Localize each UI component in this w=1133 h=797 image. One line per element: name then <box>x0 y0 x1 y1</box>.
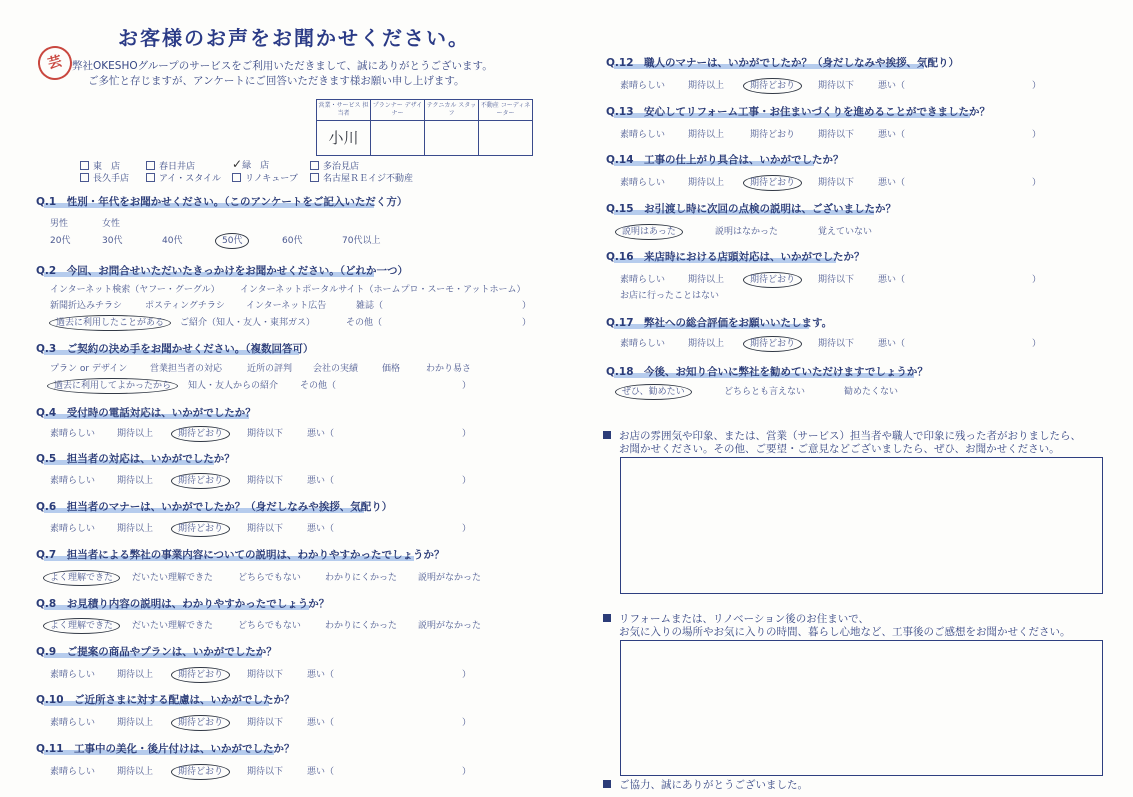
q14-option[interactable]: 悪い（ <box>878 178 906 188</box>
q14-option[interactable]: 期待以下 <box>818 178 855 188</box>
q18-option[interactable]: 勧めたくない <box>844 387 899 397</box>
q3-option[interactable]: 知人・友人からの紹介 <box>188 381 279 391</box>
q1-option[interactable]: 30代 <box>102 236 123 246</box>
q5-option[interactable]: 素晴らしい <box>50 476 96 486</box>
checkbox-icon <box>80 173 89 182</box>
q2-option[interactable]: ポスティングチラシ <box>145 301 225 311</box>
question-4: Q.4 受付時の電話対応は、いかがでしたか？ <box>36 407 256 419</box>
q17-option[interactable]: 期待以上 <box>688 339 725 349</box>
q17-option[interactable]: 悪い（ <box>878 339 906 349</box>
q1-option-selected[interactable]: 50代 <box>222 233 242 246</box>
q17-option[interactable]: 期待以下 <box>818 339 855 349</box>
comment-2-prompt-2: お気に入りの場所やお気に入りの時間、暮らし心地など、工事後のご感想をお聞かせください。 <box>619 626 1071 638</box>
staff-header-technical: テクニカル スタッフ <box>425 100 479 121</box>
q16-option[interactable]: 素晴らしい <box>620 275 666 285</box>
checkbox-icon <box>80 161 89 170</box>
comment-1-prompt: お店の雰囲気や印象、または、営業（サービス）担当者や職人で印象に残った者がおりましたら、 <box>603 429 1081 444</box>
q3-option[interactable]: 近所の評判 <box>247 364 293 374</box>
q8-option[interactable]: 説明がなかった <box>418 621 482 631</box>
q13-option[interactable]: 素晴らしい <box>620 130 666 140</box>
question-18: Q.18 今後、お知り合いに弊社を勧めていただけますでしょうか？ <box>606 366 928 378</box>
q4-option[interactable]: 期待以上 <box>117 429 154 439</box>
q7-option[interactable]: 説明がなかった <box>418 573 482 583</box>
q2-option[interactable]: 雑誌（ <box>356 301 384 311</box>
q11-option[interactable]: 期待以下 <box>247 767 284 777</box>
comment-2-prompt: リフォームまたは、リノベーション後のお住まいで、 <box>603 612 869 627</box>
q6-option[interactable]: 悪い（ <box>307 524 335 534</box>
q3-paren-close: ） <box>462 381 472 391</box>
checkbox-icon <box>146 161 155 170</box>
intro-line-1: 弊社OKESHOグループのサービスをご利用いただきまして、誠にありがとうございます。 <box>72 60 493 72</box>
q6-paren-close: ） <box>462 524 472 534</box>
q15-option-selected[interactable]: 説明はあった <box>622 224 676 237</box>
q9-option-selected[interactable]: 期待どおり <box>178 667 223 680</box>
q1-option[interactable]: 40代 <box>162 236 183 246</box>
q5-option[interactable]: 悪い（ <box>307 476 335 486</box>
store-option[interactable]: 多治見店 <box>310 159 359 172</box>
q7-option-selected[interactable]: よく理解できた <box>50 570 113 583</box>
q1-option[interactable]: 20代 <box>50 236 71 246</box>
q16-option[interactable]: 悪い（ <box>878 275 906 285</box>
q14-option[interactable]: 素晴らしい <box>620 178 666 188</box>
q4-option[interactable]: 素晴らしい <box>50 429 96 439</box>
page-title: お客様のお声をお聞かせください。 <box>118 26 470 50</box>
q6-option[interactable]: 素晴らしい <box>50 524 96 534</box>
q1-option[interactable]: 70代以上 <box>342 236 381 246</box>
q1-option[interactable]: 60代 <box>282 236 303 246</box>
q5-option[interactable]: 期待以上 <box>117 476 154 486</box>
question-14: Q.14 工事の仕上がり具合は、いかがでしたか？ <box>606 154 844 166</box>
q7-option[interactable]: だいたい理解できた <box>132 573 214 583</box>
store-option[interactable]: 春日井店 <box>146 159 195 172</box>
q10-option[interactable]: 素晴らしい <box>50 718 96 728</box>
question-11: Q.11 工事中の美化・後片付けは、いかがでしたか？ <box>36 743 295 755</box>
question-16: Q.16 来店時における店頭対応は、いかがでしたか？ <box>606 251 865 263</box>
staff-header-sales: 営業・サービス 担当者 <box>317 100 371 121</box>
store-option[interactable]: 東 店 <box>80 159 120 172</box>
q15-option[interactable]: 覚えていない <box>818 227 873 237</box>
q3-option[interactable]: 価格 <box>382 364 401 374</box>
q9-option[interactable]: 期待以上 <box>117 670 154 680</box>
q3-option-selected[interactable]: 過去に利用してよかったから <box>54 378 171 391</box>
q11-paren-close: ） <box>462 767 472 777</box>
bullet-square-icon <box>603 431 611 439</box>
q3-option[interactable]: わかり易さ <box>426 364 472 374</box>
checkbox-icon <box>232 173 241 182</box>
q10-option[interactable]: 悪い（ <box>307 718 335 728</box>
staff-value-sales[interactable]: 小川 <box>317 121 371 156</box>
q2-option[interactable]: インターネット検索（ヤフー・グーグル） <box>50 285 220 295</box>
q1-option[interactable]: 男性 <box>50 219 69 229</box>
q14-option[interactable]: 期待以上 <box>688 178 725 188</box>
question-15: Q.15 お引渡し時に次回の点検の説明は、ございましたか？ <box>606 203 897 215</box>
q17-paren-close: ） <box>1032 339 1042 349</box>
q16-option-selected[interactable]: 期待どおり <box>750 272 795 285</box>
q11-option-selected[interactable]: 期待どおり <box>178 764 223 777</box>
checkbox-icon <box>146 173 155 182</box>
q9-paren-close: ） <box>462 670 472 680</box>
q2-option-selected[interactable]: 過去に利用したことがある <box>56 315 164 328</box>
q9-option[interactable]: 悪い（ <box>307 670 335 680</box>
checkbox-icon <box>310 173 319 182</box>
q13-option[interactable]: 期待どおり <box>750 130 796 140</box>
q15-option[interactable]: 説明はなかった <box>715 227 779 237</box>
q16-paren-close: ） <box>1032 275 1042 285</box>
q12-option[interactable]: 素晴らしい <box>620 81 666 91</box>
checkmark-icon: ✓ <box>232 157 243 171</box>
q4-option-selected[interactable]: 期待どおり <box>178 426 223 439</box>
q4-option[interactable]: 期待以下 <box>247 429 284 439</box>
q3-option[interactable]: 会社の実績 <box>313 364 359 374</box>
q11-option[interactable]: 期待以上 <box>117 767 154 777</box>
q6-option[interactable]: 期待以下 <box>247 524 284 534</box>
q12-option[interactable]: 期待以上 <box>688 81 725 91</box>
q11-option[interactable]: 悪い（ <box>307 767 335 777</box>
q14-paren-close: ） <box>1032 178 1042 188</box>
q4-paren-close: ） <box>462 429 472 439</box>
question-3: Q.3 ご契約の決め手をお聞かせください。（複数回答可） <box>36 343 314 355</box>
q8-option[interactable]: だいたい理解できた <box>132 621 214 631</box>
store-option[interactable]: 長久手店 <box>80 171 129 184</box>
q12-option[interactable]: 悪い（ <box>878 81 906 91</box>
q12-option[interactable]: 期待以下 <box>818 81 855 91</box>
bullet-square-icon <box>603 614 611 622</box>
staff-header-planner: プランナー デザイナー <box>371 100 425 121</box>
staff-header-realestate: 不動産 コーディネーター <box>479 100 533 121</box>
question-13: Q.13 安心してリフォーム工事・お住まいづくりを進めることができましたか？ <box>606 106 991 118</box>
q2-paren-close: ） <box>522 318 532 328</box>
store-option[interactable]: 名古屋ＲＥイジ不動産 <box>310 171 413 184</box>
q3-option[interactable]: プラン or デザイン <box>50 364 128 374</box>
q3-option[interactable]: 営業担当者の対応 <box>150 364 223 374</box>
q18-option-selected[interactable]: ぜひ、勧めたい <box>622 384 685 397</box>
q7-option[interactable]: わかりにくかった <box>325 573 398 583</box>
q16-option[interactable]: 期待以下 <box>818 275 855 285</box>
q4-option[interactable]: 悪い（ <box>307 429 335 439</box>
q14-option-selected[interactable]: 期待どおり <box>750 175 795 188</box>
comment-1-textbox[interactable] <box>620 457 1103 594</box>
q11-option[interactable]: 素晴らしい <box>50 767 96 777</box>
q2-option[interactable]: その他（ <box>346 318 383 328</box>
store-option-checked[interactable]: ✓緑 店 <box>232 157 270 171</box>
staff-value-realestate[interactable] <box>479 121 533 156</box>
q5-paren-close: ） <box>462 476 472 486</box>
question-17: Q.17 弊社への総合評価をお願いいたします。 <box>606 317 833 329</box>
bullet-square-icon <box>603 780 611 788</box>
question-12: Q.12 職人のマナーは、いかがでしたか？（身だしなみや挨拶、気配り） <box>606 57 960 69</box>
q6-option-selected[interactable]: 期待どおり <box>178 521 223 534</box>
comment-2-textbox[interactable] <box>620 640 1103 776</box>
q1-option[interactable]: 女性 <box>102 219 121 229</box>
thanks-text: ご協力、誠にありがとうございました。 <box>603 778 808 793</box>
q2-option[interactable]: ご紹介（知人・友人・東邦ガス） <box>180 318 316 328</box>
q18-option[interactable]: どちらとも言えない <box>724 387 806 397</box>
comment-1-prompt-2: お聞かせください。その他、ご要望・ご意見などございましたら、ぜひ、お聞かせください。 <box>619 443 1060 455</box>
q2-option[interactable]: 新聞折込みチラシ <box>50 301 123 311</box>
q8-option-selected[interactable]: よく理解できた <box>50 618 113 631</box>
checkbox-icon <box>310 161 319 170</box>
company-seal: 芸 <box>34 42 76 84</box>
question-1: Q.1 性別・年代をお聞かせください。（このアンケートをご記入いただく方） <box>36 196 408 208</box>
q6-option[interactable]: 期待以上 <box>117 524 154 534</box>
question-5: Q.5 担当者の対応は、いかがでしたか？ <box>36 453 235 465</box>
q10-paren-close: ） <box>462 718 472 728</box>
staff-value-planner[interactable] <box>371 121 425 156</box>
question-9: Q.9 ご提案の商品やプランは、いかがでしたか？ <box>36 646 277 658</box>
q12-paren-close: ） <box>1032 81 1042 91</box>
q10-option-selected[interactable]: 期待どおり <box>178 715 223 728</box>
question-2: Q.2 今回、お問合せいただいたきっかけをお聞かせください。（どれか一つ） <box>36 265 408 277</box>
q13-option[interactable]: 悪い（ <box>878 130 906 140</box>
q5-option-selected[interactable]: 期待どおり <box>178 473 223 486</box>
store-option[interactable]: リノキューブ <box>232 171 298 184</box>
q2-option[interactable]: インターネットポータルサイト（ホームプロ・スーモ・アットホーム） <box>240 285 526 295</box>
q8-option[interactable]: わかりにくかった <box>325 621 398 631</box>
q16-option[interactable]: 期待以上 <box>688 275 725 285</box>
staff-table <box>316 99 533 156</box>
q10-option[interactable]: 期待以上 <box>117 718 154 728</box>
q10-option[interactable]: 期待以下 <box>247 718 284 728</box>
q13-paren-close: ） <box>1032 130 1042 140</box>
q16-option[interactable]: お店に行ったことはない <box>620 291 720 301</box>
question-10: Q.10 ご近所さまに対する配慮は、いかがでしたか？ <box>36 694 295 706</box>
q2-paren-close: ） <box>522 301 532 311</box>
q13-option[interactable]: 期待以下 <box>818 130 855 140</box>
q2-option[interactable]: インターネット広告 <box>246 301 327 311</box>
q5-option[interactable]: 期待以下 <box>247 476 284 486</box>
q9-option[interactable]: 期待以下 <box>247 670 284 680</box>
q12-option-selected[interactable]: 期待どおり <box>750 78 795 91</box>
q9-option[interactable]: 素晴らしい <box>50 670 96 680</box>
q3-option[interactable]: その他（ <box>300 381 337 391</box>
q8-option[interactable]: どちらでもない <box>238 621 301 631</box>
question-8: Q.8 お見積り内容の説明は、わかりやすかったでしょうか？ <box>36 598 330 610</box>
store-option[interactable]: アイ・スタイル <box>146 171 221 184</box>
q17-option-selected[interactable]: 期待どおり <box>750 336 795 349</box>
q17-option[interactable]: 素晴らしい <box>620 339 666 349</box>
question-6: Q.6 担当者のマナーは、いかがでしたか？（身だしなみや挨拶、気配り） <box>36 501 393 513</box>
staff-value-technical[interactable] <box>425 121 479 156</box>
q7-option[interactable]: どちらでもない <box>238 573 301 583</box>
intro-line-2: ご多忙と存じますが、アンケートにご回答いただきます様お願い申し上げます。 <box>88 75 465 87</box>
q13-option[interactable]: 期待以上 <box>688 130 725 140</box>
question-7: Q.7 担当者による弊社の事業内容についての説明は、わかりやすかったでしょうか？ <box>36 549 445 561</box>
